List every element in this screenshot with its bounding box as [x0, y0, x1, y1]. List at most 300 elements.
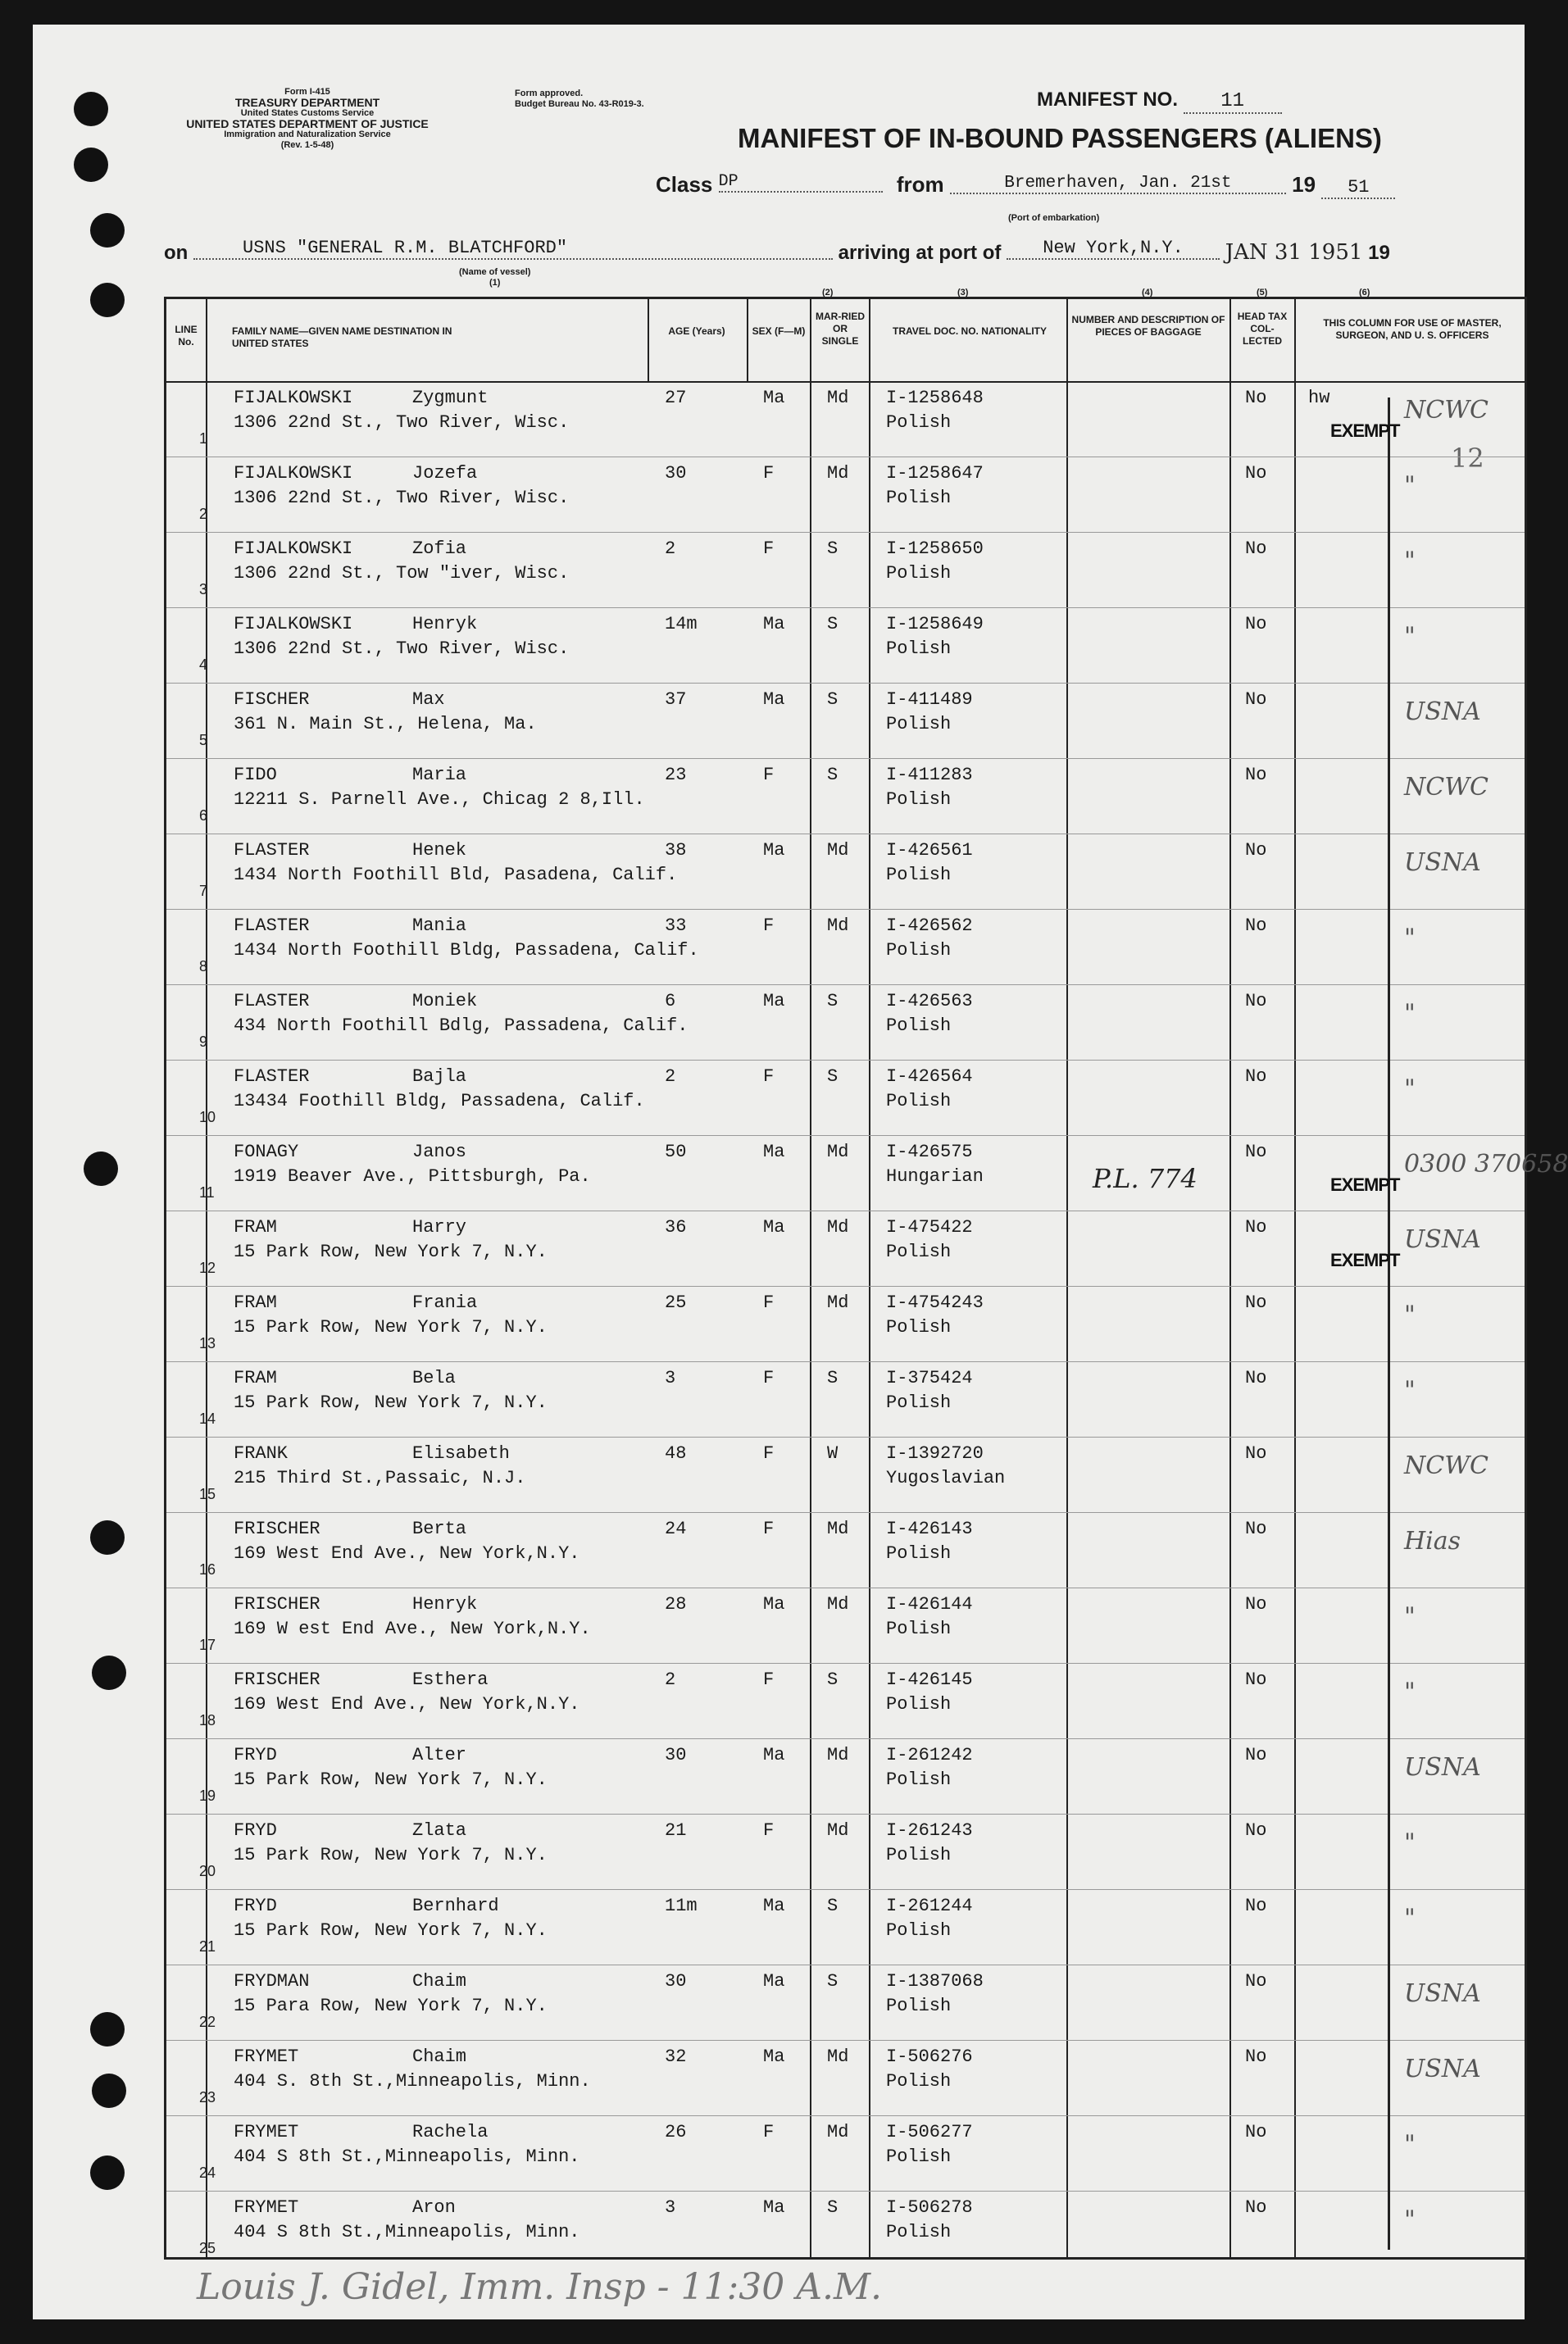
cell-tax: No	[1245, 1669, 1267, 1690]
cell-address: 169 West End Ave., New York,N.Y.	[234, 1543, 580, 1564]
customs-service: United States Customs Service	[240, 108, 375, 118]
port-caption: (Port of embarkation)	[1008, 213, 1100, 223]
cell-doc: I-411283	[886, 765, 973, 785]
cell-given: Bajla	[412, 1066, 467, 1087]
table-row	[166, 532, 1525, 607]
line-number: 25	[199, 2240, 216, 2256]
justice-dept: UNITED STATES DEPARTMENT OF JUSTICE	[186, 117, 429, 130]
cell-married: Md	[827, 1745, 849, 1765]
cell-nationality: Polish	[886, 1694, 952, 1715]
inspector-signature: Louis J. Gidel, Imm. Insp - 11:30 A.M.	[197, 2266, 883, 2308]
cell-age: 2	[665, 1669, 676, 1690]
officer-annotation: USNA	[1404, 848, 1481, 877]
officer-annotation: 0300 370658	[1404, 1150, 1568, 1179]
cell-age: 2	[665, 538, 676, 559]
table-row	[166, 2191, 1525, 2266]
cell-doc: I-426145	[886, 1669, 973, 1690]
cell-sex: F	[763, 1820, 775, 1841]
cell-family: FRYMET	[234, 2122, 299, 2142]
cell-tax: No	[1245, 765, 1267, 785]
officer-annotation: "	[1404, 1376, 1416, 1405]
cell-family: FRYMET	[234, 2046, 299, 2067]
cell-sex: F	[763, 1669, 775, 1690]
cell-married: Md	[827, 2122, 849, 2142]
cell-sex: F	[763, 1519, 775, 1539]
cell-married: Md	[827, 1820, 849, 1841]
cell-married: S	[827, 689, 839, 710]
cell-age: 30	[665, 1745, 687, 1765]
cell-tax: No	[1245, 388, 1267, 408]
cell-sex: Ma	[763, 1745, 785, 1765]
cell-given: Janos	[412, 1142, 467, 1162]
cell-married: Md	[827, 463, 849, 484]
cell-age: 11m	[665, 1896, 698, 1916]
cell-doc: I-475422	[886, 1217, 973, 1238]
cell-age: 28	[665, 1594, 687, 1615]
cell-nationality: Polish	[886, 1920, 952, 1941]
officer-annotation: USNA	[1404, 697, 1481, 726]
cell-tax: No	[1245, 1443, 1267, 1464]
cell-married: S	[827, 614, 839, 634]
line-number: 10	[199, 1109, 216, 1125]
cell-address: 15 Park Row, New York 7, N.Y.	[234, 1317, 548, 1338]
cell-address: 12211 S. Parnell Ave., Chicag 2 8,Ill.	[234, 789, 645, 810]
line-number: 13	[199, 1335, 216, 1351]
cell-address: 1306 22nd St., Two River, Wisc.	[234, 638, 570, 659]
table-row	[166, 1286, 1525, 1361]
officer-annotation: NCWC	[1404, 1451, 1488, 1480]
cell-address: 361 N. Main St., Helena, Ma.	[234, 714, 537, 734]
line-number: 21	[199, 1938, 216, 1955]
line-number: 14	[199, 1410, 216, 1427]
manifest-label: MANIFEST NO.	[1037, 89, 1178, 111]
cell-nationality: Polish	[886, 1845, 952, 1865]
cell-given: Frania	[412, 1292, 478, 1313]
table-row	[166, 1437, 1525, 1512]
line-number: 1	[199, 430, 208, 447]
cell-age: 30	[665, 1971, 687, 1992]
cell-family: FIJALKOWSKI	[234, 388, 353, 408]
cell-address: 15 Park Row, New York 7, N.Y.	[234, 1845, 548, 1865]
port-of-embarkation: Bremerhaven, Jan. 21st	[950, 174, 1286, 194]
cell-nationality: Yugoslavian	[886, 1468, 1006, 1488]
cell-given: Maria	[412, 765, 467, 785]
table-row	[166, 1814, 1525, 1889]
cell-given: Mania	[412, 915, 467, 936]
cell-age: 23	[665, 765, 687, 785]
cell-age: 37	[665, 689, 687, 710]
cell-married: S	[827, 765, 839, 785]
cell-address: 404 S 8th St.,Minneapolis, Minn.	[234, 2222, 580, 2242]
line-number: 11	[199, 1184, 215, 1201]
col-header-age: AGE (Years)	[668, 325, 725, 337]
cell-given: Aron	[412, 2197, 456, 2218]
line-number: 8	[199, 958, 208, 974]
table-row	[166, 984, 1525, 1060]
cell-married: Md	[827, 388, 849, 408]
cell-family: FRISCHER	[234, 1519, 320, 1539]
cell-nationality: Polish	[886, 940, 952, 961]
cell-age: 3	[665, 2197, 676, 2218]
cell-nationality: Polish	[886, 488, 952, 508]
col-header-line: LINE No.	[175, 324, 198, 348]
table-row	[166, 1211, 1525, 1286]
cell-family: FLASTER	[234, 840, 310, 861]
cell-doc: I-506278	[886, 2197, 973, 2218]
officer-annotation: "	[1404, 924, 1416, 952]
cell-tax: No	[1245, 1896, 1267, 1916]
cell-married: Md	[827, 1594, 849, 1615]
cell-tax: No	[1245, 991, 1267, 1011]
col-num-married: (2)	[822, 288, 834, 298]
cell-age: 26	[665, 2122, 687, 2142]
cell-married: Md	[827, 1292, 849, 1313]
cell-tax: No	[1245, 1971, 1267, 1992]
cell-nationality: Polish	[886, 1769, 952, 1790]
cell-given: Jozefa	[412, 463, 478, 484]
margin-note: 12	[1451, 443, 1484, 474]
cell-family: FRYD	[234, 1820, 277, 1841]
cell-family: FRAM	[234, 1217, 277, 1238]
cell-married: S	[827, 2197, 839, 2218]
cell-family: FIJALKOWSKI	[234, 538, 353, 559]
col-header-headtax: HEAD TAX COL-LECTED	[1237, 311, 1288, 347]
cell-address: 404 S 8th St.,Minneapolis, Minn.	[234, 2146, 580, 2167]
cell-sex: Ma	[763, 1142, 785, 1162]
cell-address: 1434 North Foothill Bldg, Passadena, Calif.	[234, 940, 699, 961]
cell-address: 404 S. 8th St.,Minneapolis, Minn.	[234, 2071, 591, 2092]
cell-given: Berta	[412, 1519, 467, 1539]
line-number: 3	[199, 581, 208, 597]
cell-married: Md	[827, 915, 849, 936]
cell-nationality: Polish	[886, 1091, 952, 1111]
col-header-officers: THIS COLUMN FOR USE OF MASTER, SURGEON, AND U. S. OFFICERS	[1323, 317, 1502, 341]
cell-given: Zofia	[412, 538, 467, 559]
cell-tax: No	[1245, 2046, 1267, 2067]
officer-annotation: "	[1404, 1074, 1416, 1103]
cell-address: 1306 22nd St., Two River, Wisc.	[234, 488, 570, 508]
cell-doc: I-375424	[886, 1368, 973, 1388]
punch-hole	[90, 213, 125, 248]
cell-married: S	[827, 538, 839, 559]
form-approved: Form approved.	[515, 89, 584, 98]
cell-family: FLASTER	[234, 991, 310, 1011]
cell-tax: No	[1245, 1519, 1267, 1539]
cell-sex: Ma	[763, 2046, 785, 2067]
cell-family: FRISCHER	[234, 1669, 320, 1690]
line-number: 4	[199, 656, 208, 673]
cell-address: 15 Park Row, New York 7, N.Y.	[234, 1769, 548, 1790]
cell-nationality: Polish	[886, 1996, 952, 2016]
cell-tax: No	[1245, 1292, 1267, 1313]
cell-address: 169 W est End Ave., New York,N.Y.	[234, 1619, 591, 1639]
baggage-annotation: P.L. 774	[1093, 1163, 1198, 1194]
officer-annotation: USNA	[1404, 1979, 1481, 2008]
officer-annotation: "	[1404, 1904, 1416, 1933]
cell-nationality: Polish	[886, 412, 952, 433]
cell-tax: No	[1245, 1594, 1267, 1615]
cell-given: Rachela	[412, 2122, 489, 2142]
cell-age: 14m	[665, 614, 698, 634]
revision: (Rev. 1-5-48)	[280, 140, 334, 150]
table-row	[166, 1738, 1525, 1814]
cell-family: FRISCHER	[234, 1594, 320, 1615]
manifest-page	[33, 25, 1568, 2319]
cell-given: Henek	[412, 840, 467, 861]
line-number: 16	[199, 1561, 216, 1578]
cell-doc: I-426563	[886, 991, 973, 1011]
cell-address: 15 Para Row, New York 7, N.Y.	[234, 1996, 548, 2016]
cell-given: Bela	[412, 1368, 456, 1388]
cell-family: FLASTER	[234, 915, 310, 936]
line-number: 7	[199, 883, 208, 899]
line-number: 18	[199, 1712, 216, 1728]
arrival-date-stamp: JAN 31 1951	[1225, 240, 1363, 265]
cell-given: Zlata	[412, 1820, 467, 1841]
line-number: 23	[199, 2089, 216, 2106]
cell-family: FIJALKOWSKI	[234, 463, 353, 484]
cell-given: Elisabeth	[412, 1443, 510, 1464]
officer-annotation: USNA	[1404, 1225, 1481, 1254]
cell-married: S	[827, 991, 839, 1011]
punch-hole	[90, 1520, 125, 1555]
cell-sex: Ma	[763, 840, 785, 861]
cell-tax: No	[1245, 614, 1267, 634]
cell-officer: hw	[1308, 388, 1330, 408]
cell-family: FRYD	[234, 1896, 277, 1916]
col-header-name: FAMILY NAME—GIVEN NAME DESTINATION IN UNITED STATES	[232, 325, 452, 349]
cell-sex: F	[763, 1368, 775, 1388]
cell-sex: F	[763, 1443, 775, 1464]
table-row	[166, 607, 1525, 683]
cell-address: 1306 22nd St., Tow "iver, Wisc.	[234, 563, 570, 584]
cell-doc: I-1392720	[886, 1443, 984, 1464]
officer-annotation: "	[1404, 999, 1416, 1028]
table-row	[166, 834, 1525, 909]
cell-married: Md	[827, 2046, 849, 2067]
cell-family: FRAM	[234, 1292, 277, 1313]
treasury-dept: TREASURY DEPARTMENT	[234, 96, 380, 109]
year-prefix: 19	[1292, 172, 1316, 197]
cell-family: FIJALKOWSKI	[234, 614, 353, 634]
exempt-stamp: EXEMPT	[1330, 1250, 1400, 1270]
officer-annotation: "	[1404, 1828, 1416, 1857]
table-row	[166, 758, 1525, 834]
table-row	[166, 457, 1525, 532]
cell-married: Md	[827, 1142, 849, 1162]
table-row	[166, 1663, 1525, 1738]
cell-address: 215 Third St.,Passaic, N.J.	[234, 1468, 526, 1488]
cell-tax: No	[1245, 1745, 1267, 1765]
arrival-port: New York,N.Y.	[1007, 238, 1220, 260]
officer-annotation: "	[1404, 471, 1416, 500]
col-header-sex: SEX (F—M)	[752, 325, 806, 337]
exempt-stamp: EXEMPT	[1330, 420, 1400, 441]
cell-family: FLASTER	[234, 1066, 310, 1087]
col-num-baggage: (4)	[1142, 288, 1153, 298]
cell-age: 3	[665, 1368, 676, 1388]
class-label: Class	[656, 172, 713, 197]
cell-nationality: Polish	[886, 714, 952, 734]
cell-family: FRYD	[234, 1745, 277, 1765]
cell-age: 50	[665, 1142, 687, 1162]
form-number: Form I-415	[284, 87, 330, 97]
cell-sex: F	[763, 463, 775, 484]
cell-married: Md	[827, 840, 849, 861]
officer-annotation: Hias	[1404, 1527, 1461, 1556]
line-number: 17	[199, 1637, 216, 1653]
cell-age: 2	[665, 1066, 676, 1087]
cell-doc: I-1258647	[886, 463, 984, 484]
cell-age: 48	[665, 1443, 687, 1464]
cell-tax: No	[1245, 915, 1267, 936]
cell-tax: No	[1245, 2197, 1267, 2218]
cell-given: Chaim	[412, 1971, 467, 1992]
cell-tax: No	[1245, 1820, 1267, 1841]
passenger-table	[164, 288, 1568, 2260]
cell-address: 1434 North Foothill Bld, Pasadena, Calif.	[234, 865, 678, 885]
cell-given: Moniek	[412, 991, 478, 1011]
vessel-caption: (Name of vessel) (1)	[459, 267, 531, 288]
cell-given: Chaim	[412, 2046, 467, 2067]
cell-tax: No	[1245, 538, 1267, 559]
cell-given: Zygmunt	[412, 388, 489, 408]
cell-nationality: Polish	[886, 2071, 952, 2092]
punch-hole	[90, 283, 125, 317]
cell-sex: Ma	[763, 689, 785, 710]
cell-age: 27	[665, 388, 687, 408]
arrival-year-prefix: 19	[1368, 242, 1390, 264]
cell-nationality: Hungarian	[886, 1166, 984, 1187]
cell-sex: Ma	[763, 2197, 785, 2218]
cell-address: 13434 Foothill Bldg, Passadena, Calif.	[234, 1091, 645, 1111]
officer-annotation: "	[1404, 1678, 1416, 1706]
table-row	[166, 683, 1525, 758]
cell-sex: F	[763, 765, 775, 785]
cell-doc: I-1258648	[886, 388, 984, 408]
cell-address: 15 Park Row, New York 7, N.Y.	[234, 1392, 548, 1413]
cell-given: Henryk	[412, 1594, 478, 1615]
cell-tax: No	[1245, 463, 1267, 484]
cell-given: Harry	[412, 1217, 467, 1238]
cell-nationality: Polish	[886, 1392, 952, 1413]
cell-family: FIDO	[234, 765, 277, 785]
cell-sex: Ma	[763, 991, 785, 1011]
cell-tax: No	[1245, 1142, 1267, 1162]
cell-tax: No	[1245, 1368, 1267, 1388]
cell-sex: F	[763, 2122, 775, 2142]
cell-given: Esthera	[412, 1669, 489, 1690]
table-row	[166, 1361, 1525, 1437]
punch-hole	[74, 148, 108, 182]
cell-doc: I-261242	[886, 1745, 973, 1765]
officer-annotation: "	[1404, 1602, 1416, 1631]
cell-married: Md	[827, 1519, 849, 1539]
col-num-travel: (3)	[957, 288, 969, 298]
table-row	[166, 1060, 1525, 1135]
cell-married: Md	[827, 1217, 849, 1238]
cell-age: 32	[665, 2046, 687, 2067]
col-header-baggage: NUMBER AND DESCRIPTION OF PIECES OF BAGGAGE	[1071, 314, 1225, 338]
cell-age: 38	[665, 840, 687, 861]
exempt-stamp: EXEMPT	[1330, 1174, 1400, 1195]
cell-family: FRANK	[234, 1443, 289, 1464]
cell-doc: I-426143	[886, 1519, 973, 1539]
table-row	[166, 909, 1525, 984]
table-row	[166, 1889, 1525, 1965]
line-number: 5	[199, 732, 208, 748]
table-row	[166, 381, 1525, 457]
punch-hole	[84, 1152, 118, 1186]
budget-bureau: Budget Bureau No. 43-R019-3.	[515, 99, 644, 109]
officer-annotation: "	[1404, 622, 1416, 651]
table-row	[166, 1512, 1525, 1588]
vessel-name: USNS "GENERAL R.M. BLATCHFORD"	[193, 238, 833, 260]
cell-sex: Ma	[763, 1896, 785, 1916]
col-header-married: MAR-RIED OR SINGLE	[816, 311, 865, 347]
arriving-label: arriving at port of	[838, 242, 1002, 264]
cell-nationality: Polish	[886, 1543, 952, 1564]
line-number: 20	[199, 1863, 216, 1879]
table-row	[166, 1588, 1525, 1663]
line-number: 19	[199, 1788, 216, 1804]
cell-age: 21	[665, 1820, 687, 1841]
officer-annotation: USNA	[1404, 2055, 1481, 2083]
cell-doc: I-426144	[886, 1594, 973, 1615]
punch-hole	[92, 1656, 126, 1690]
cell-sex: Ma	[763, 614, 785, 634]
punch-hole	[92, 2074, 126, 2108]
cell-family: FRYMET	[234, 2197, 299, 2218]
cell-doc: I-426561	[886, 840, 973, 861]
cell-sex: F	[763, 538, 775, 559]
punch-hole	[90, 2155, 125, 2190]
cell-address: 1306 22nd St., Two River, Wisc.	[234, 412, 570, 433]
cell-doc: I-426575	[886, 1142, 973, 1162]
cell-age: 30	[665, 463, 687, 484]
cell-age: 33	[665, 915, 687, 936]
cell-address: 434 North Foothill Bdlg, Passadena, Calif.	[234, 1015, 689, 1036]
cell-doc: I-426562	[886, 915, 973, 936]
cell-married: S	[827, 1971, 839, 1992]
line-number: 24	[199, 2165, 216, 2181]
cell-given: Henryk	[412, 614, 478, 634]
table-row	[166, 1965, 1525, 2040]
cell-doc: I-261243	[886, 1820, 973, 1841]
table-row	[166, 2115, 1525, 2191]
cell-doc: I-1258650	[886, 538, 984, 559]
cell-tax: No	[1245, 1217, 1267, 1238]
col-num-officers: (6)	[1359, 288, 1370, 298]
cell-nationality: Polish	[886, 1242, 952, 1262]
year-value: 51	[1321, 177, 1395, 199]
cell-sex: Ma	[763, 1217, 785, 1238]
table-row	[166, 1135, 1568, 1211]
cell-family: FISCHER	[234, 689, 310, 710]
officer-annotation: "	[1404, 1301, 1416, 1329]
cell-nationality: Polish	[886, 789, 952, 810]
manifest-number: 11	[1184, 90, 1282, 114]
cell-doc: I-1387068	[886, 1971, 984, 1992]
table-row	[166, 2040, 1525, 2115]
cell-address: 1919 Beaver Ave., Pittsburgh, Pa.	[234, 1166, 591, 1187]
cell-tax: No	[1245, 840, 1267, 861]
cell-married: S	[827, 1066, 839, 1087]
cell-doc: I-4754243	[886, 1292, 984, 1313]
cell-age: 36	[665, 1217, 687, 1238]
cell-family: FRYDMAN	[234, 1971, 310, 1992]
officer-annotation: NCWC	[1404, 396, 1488, 425]
